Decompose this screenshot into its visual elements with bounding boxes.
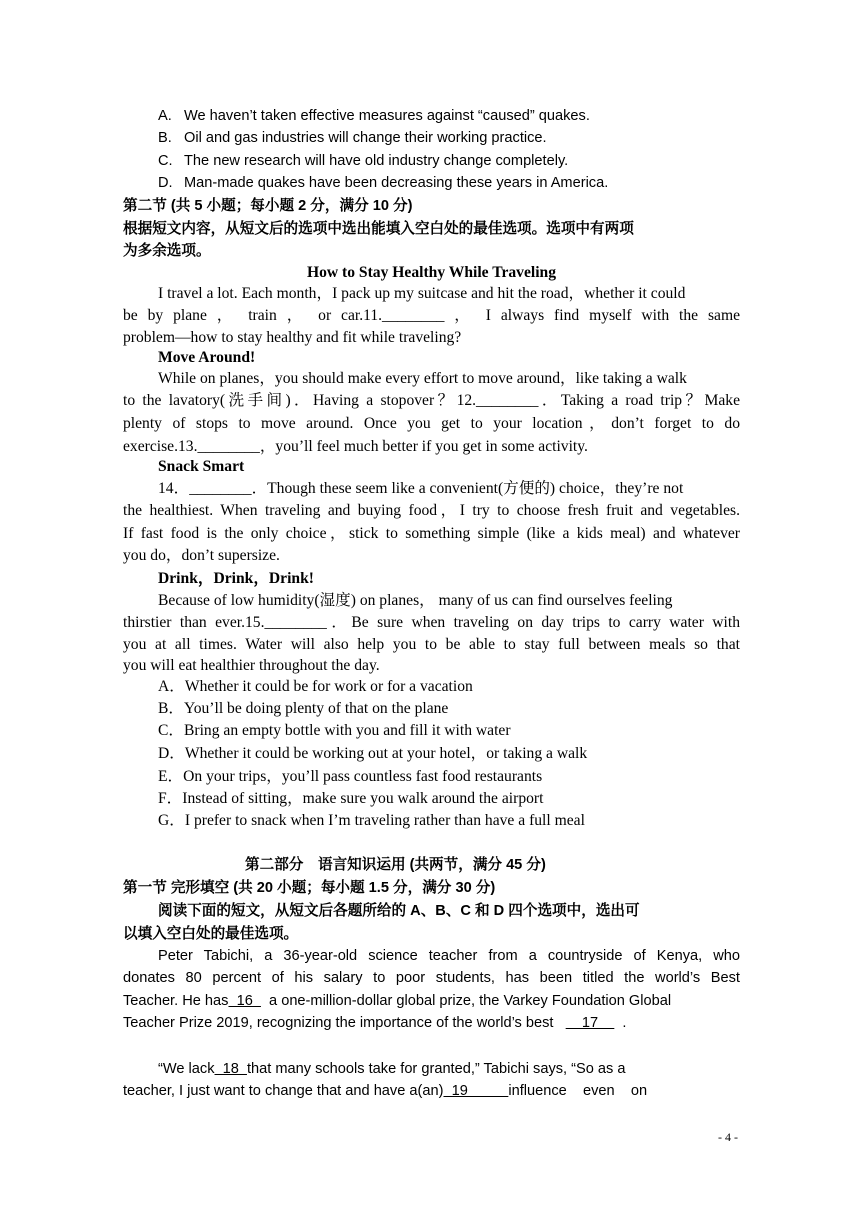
cloze-heading: 第一节 完形填空 (共 20 小题；每小题 1.5 分，满分 30 分) bbox=[123, 880, 496, 896]
cloze-instruction-line2: 以填入空白处的最佳选项。 bbox=[123, 926, 299, 942]
option-f: F．Instead of sitting，make sure you walk around the airport bbox=[158, 790, 544, 807]
passage-line: to the lavatory(洗手间)．Having a stopover？12.________．Taking a road trip？Make bbox=[123, 392, 740, 409]
passage-line: 14．________．Though these seem like a convenient(方便的) choice，they’re not bbox=[158, 480, 684, 497]
cloze-line: Teacher. He has 16 a one-million-dollar global prize, the Varkey Foundation Global bbox=[123, 993, 672, 1009]
cloze-line: teacher, I just want to change that and have a(an) 19 influence even on bbox=[123, 1083, 648, 1099]
option-g: G．I prefer to snack when I’m traveling rather than have a full meal bbox=[158, 812, 585, 829]
cloze-instruction-line1: 阅读下面的短文，从短文后各题所给的 A、B、C 和 D 四个选项中，选出可 bbox=[158, 903, 640, 919]
part2-heading: 第二部分 语言知识运用 (共两节，满分 45 分) bbox=[245, 857, 546, 873]
prev-option-b: B. Oil and gas industries will change their working practice. bbox=[158, 130, 547, 146]
blank-19: 19 bbox=[443, 1083, 509, 1099]
cloze-line: Peter Tabichi, a 36-year-old science teacher from a countryside of Kenya, who bbox=[158, 948, 740, 964]
option-c: C．Bring an empty bottle with you and fill it with water bbox=[158, 722, 511, 739]
section2-instruction-line1: 根据短文内容，从短文后的选项中选出能填入空白处的最佳选项。选项中有两项 bbox=[123, 221, 634, 237]
passage-line: the healthiest. When traveling and buying food，I try to choose fresh fruit and vegetables. bbox=[123, 502, 740, 519]
passage-line: While on planes，you should make every effort to move around，like taking a walk bbox=[158, 370, 687, 387]
blank-16: 16 bbox=[228, 993, 261, 1009]
cloze-line: donates 80 percent of his salary to poor students, has been titled the world’s Best bbox=[123, 970, 740, 986]
blank-18: 18 bbox=[214, 1061, 247, 1077]
section2-heading: 第二节 (共 5 小题；每小题 2 分，满分 10 分) bbox=[123, 198, 413, 214]
passage-line: problem—how to stay healthy and fit while traveling? bbox=[123, 329, 462, 346]
subheading-move-around: Move Around! bbox=[158, 349, 256, 366]
passage-line: you do，don’t supersize. bbox=[123, 547, 280, 564]
subheading-snack-smart: Snack Smart bbox=[158, 458, 245, 475]
blank-17: 17 bbox=[565, 1015, 615, 1031]
passage-line: If fast food is the only choice，stick to something simple (like a kids meal) and whatever bbox=[123, 525, 740, 542]
option-a: A．Whether it could be for work or for a vacation bbox=[158, 678, 473, 695]
subheading-drink: Drink，Drink，Drink! bbox=[158, 570, 314, 587]
option-b: B．You’ll be doing plenty of that on the plane bbox=[158, 700, 449, 717]
passage-line: be by plane ， train ， or car.11.________ ， I always find myself with the same bbox=[123, 307, 740, 324]
prev-option-a: A. We haven’t taken effective measures against “caused” quakes. bbox=[158, 108, 590, 124]
passage-line: exercise.13.________，you’ll feel much better if you get in some activity. bbox=[123, 438, 588, 455]
prev-option-c: C. The new research will have old industry change completely. bbox=[158, 153, 569, 169]
passage-title: How to Stay Healthy While Traveling bbox=[306, 264, 557, 281]
passage-line: thirstier than ever.15.________．Be sure when traveling on day trips to carry water with bbox=[123, 614, 740, 631]
cloze-line: Teacher Prize 2019, recognizing the importance of the world’s best 17 . bbox=[123, 1015, 627, 1031]
cloze-line: “We lack 18 that many schools take for granted,” Tabichi says, “So as a bbox=[158, 1061, 626, 1077]
passage-line: you at all times. Water will also help you to be able to stay full between meals so that bbox=[123, 636, 740, 653]
option-d: D．Whether it could be working out at your hotel，or taking a walk bbox=[158, 745, 588, 762]
passage-line: plenty of stops to move around. Once you get to your location，don’t forget to do bbox=[123, 415, 740, 432]
passage-line: I travel a lot. Each month，I pack up my suitcase and hit the road，whether it could bbox=[158, 285, 686, 302]
section2-instruction-line2: 为多余选项。 bbox=[123, 243, 211, 259]
option-e: E．On your trips，you’ll pass countless fast food restaurants bbox=[158, 768, 543, 785]
page-number: - 4 - bbox=[718, 1130, 738, 1144]
passage-line: you will eat healthier throughout the day. bbox=[123, 657, 380, 674]
prev-option-d: D. Man-made quakes have been decreasing these years in America. bbox=[158, 175, 609, 191]
passage-line: Because of low humidity(湿度) on planes， many of us can find ourselves feeling bbox=[158, 592, 673, 609]
